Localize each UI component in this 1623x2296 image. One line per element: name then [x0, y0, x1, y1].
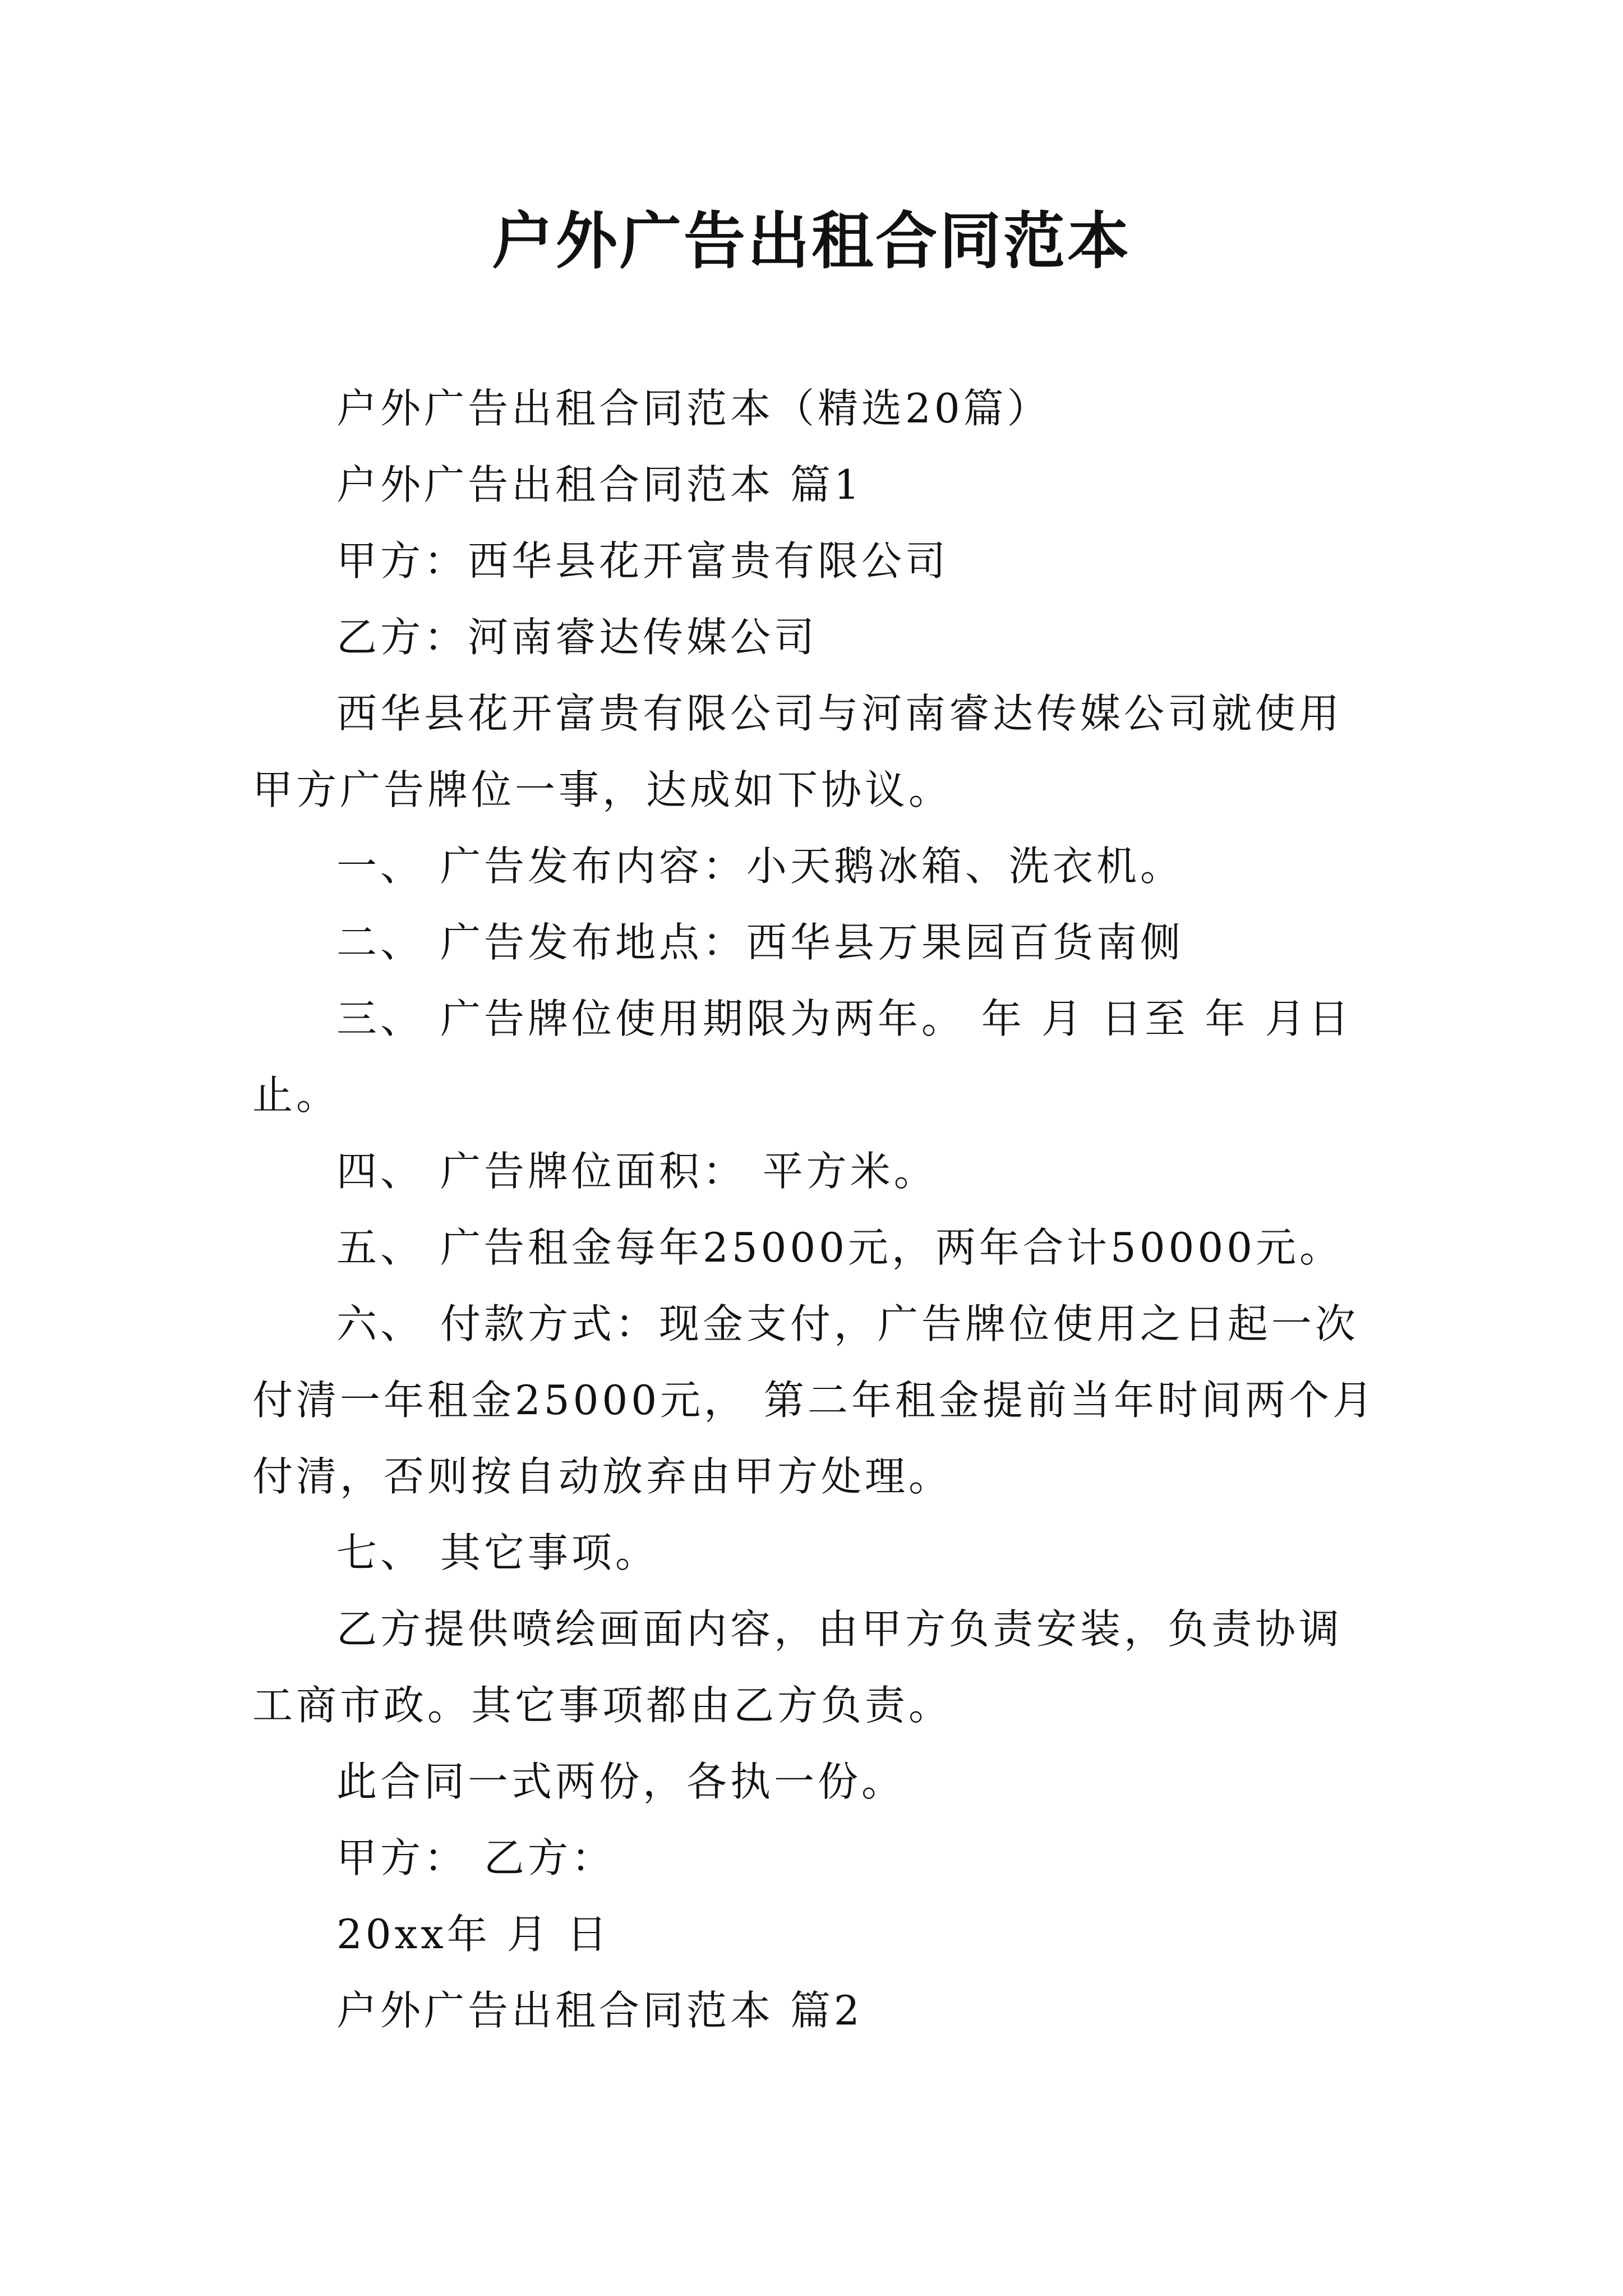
paragraph-party-b: 乙方：河南睿达传媒公司 — [336, 614, 818, 661]
document-body — [252, 370, 1380, 2049]
paragraph-clause-4: 四、 广告牌位面积： 平方米。 — [336, 1148, 938, 1195]
paragraph-section-heading-2: 户外广告出租合同范本 篇2 — [336, 1987, 863, 2034]
paragraph-clause-5: 五、 广告租金每年25000元，两年合计50000元。 — [336, 1224, 1343, 1271]
paragraph-section-heading-1: 户外广告出租合同范本 篇1 — [336, 461, 863, 508]
paragraph-signatures: 甲方： 乙方： — [336, 1834, 615, 1881]
paragraph-copies: 此合同一式两份，各执一份。 — [336, 1758, 906, 1805]
paragraph-intro: 西华县花开富贵有限公司与河南睿达传媒公司就使用甲方广告牌位一事，达成如下协议。 — [252, 690, 1343, 813]
document-title: 户外广告出租合同范本 — [492, 205, 1131, 277]
paragraph-clause-6: 六、 付款方式：现金支付，广告牌位使用之日起一次付清一年租金25000元， 第二年租金提前当年时间两个月付清，否则按自动放弃由甲方处理。 — [252, 1300, 1376, 1500]
paragraph-clause-2: 二、 广告发布地点：西华县万果园百货南侧 — [336, 919, 1184, 966]
paragraph-date: 20xx年 月 日 — [336, 1911, 611, 1958]
paragraph-clause-3: 三、 广告牌位使用期限为两年。 年 月 日至 年 月日止。 — [252, 995, 1353, 1119]
paragraph-clause-1: 一、 广告发布内容：小天鹅冰箱、洗衣机。 — [336, 843, 1184, 890]
paragraph-party-a: 甲方：西华县花开富贵有限公司 — [336, 537, 949, 585]
paragraph-other-matters: 乙方提供喷绘画面内容，由甲方负责安装，负责协调工商市政。其它事项都由乙方负责。 — [252, 1605, 1343, 1729]
paragraph-collection-heading: 户外广告出租合同范本（精选20篇） — [336, 385, 1051, 432]
paragraph-clause-7: 七、 其它事项。 — [336, 1529, 659, 1576]
